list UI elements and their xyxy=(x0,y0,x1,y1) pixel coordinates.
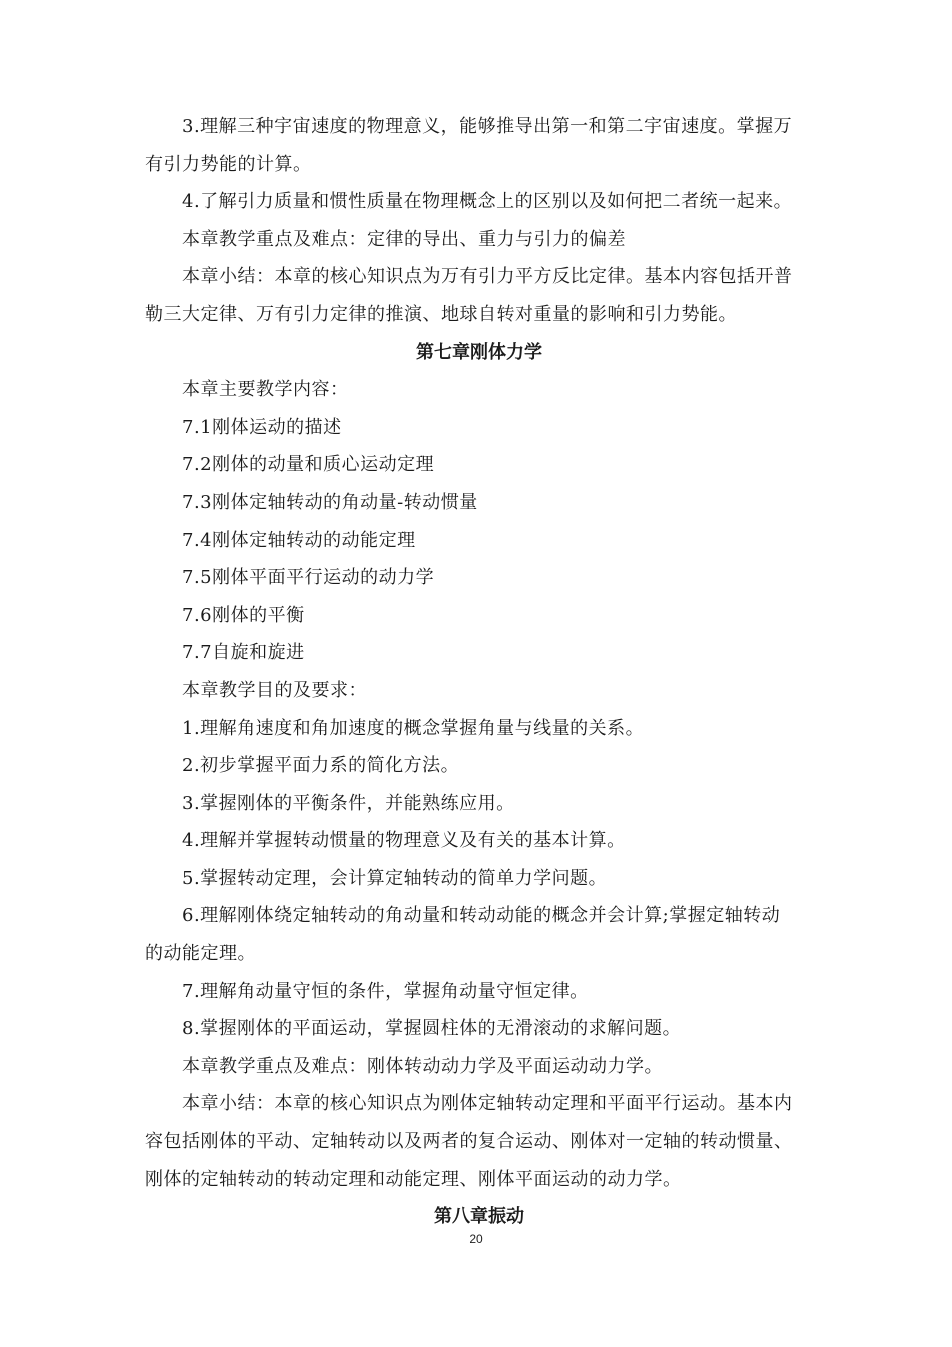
chapter-8-title: 第八章振动 xyxy=(434,1206,524,1228)
ch7-topic-2: 7.2刚体的动量和质心运动定理 xyxy=(182,454,435,476)
ch7-goal-7: 7.理解角动量守恒的条件，掌握角动量守恒定律。 xyxy=(182,980,589,1002)
page-body xyxy=(145,108,813,1236)
ch7-goal-5: 5.掌握转动定理，会计算定轴转动的简单力学问题。 xyxy=(182,867,608,889)
ch7-key-points: 本章教学重点及难点：刚体转动动力学及平面运动动力学。 xyxy=(182,1055,663,1077)
page-number: 20 xyxy=(469,1232,483,1246)
ch7-goal-6-line-1: 6.理解刚体绕定轴转动的角动量和转动动能的概念并会计算;掌握定轴转动 xyxy=(182,905,781,927)
ch7-topic-6: 7.6刚体的平衡 xyxy=(182,604,305,626)
ch7-goal-2: 2.初步掌握平面力系的简化方法。 xyxy=(182,755,460,777)
goal-3-line-1: 3.理解三种宇宙速度的物理意义，能够推导出第一和第二宇宙速度。掌握万 xyxy=(182,116,793,137)
ch7-goal-6-line-2: 的动能定理。 xyxy=(145,943,256,965)
summary-ch6-line-2: 勒三大定律、万有引力定律的推演、地球自转对重量的影响和引力势能。 xyxy=(145,303,737,325)
ch7-topic-7: 7.7自旋和旋进 xyxy=(182,642,305,664)
chapter-7-title: 第七章刚体力学 xyxy=(416,341,542,363)
ch7-summary-line-3: 刚体的定轴转动的转动定理和动能定理、刚体平面运动的动力学。 xyxy=(145,1168,682,1190)
ch7-topic-1: 7.1刚体运动的描述 xyxy=(182,416,342,438)
ch7-content-heading: 本章主要教学内容： xyxy=(182,379,349,401)
goal-4: 4.了解引力质量和惯性质量在物理概念上的区别以及如何把二者统一起来。 xyxy=(182,191,793,213)
ch7-goal-4: 4.理解并掌握转动惯量的物理意义及有关的基本计算。 xyxy=(182,830,626,852)
ch7-goals-heading: 本章教学目的及要求： xyxy=(182,679,367,701)
ch7-topic-3: 7.3刚体定轴转动的角动量-转动惯量 xyxy=(182,491,478,513)
ch7-topic-4: 7.4刚体定轴转动的动能定理 xyxy=(182,529,416,551)
goal-3-line-2: 有引力势能的计算。 xyxy=(145,153,312,175)
ch7-goal-8: 8.掌握刚体的平面运动，掌握圆柱体的无滑滚动的求解问题。 xyxy=(182,1018,682,1040)
ch7-goal-3: 3.掌握刚体的平衡条件，并能熟练应用。 xyxy=(182,792,515,814)
ch7-summary-line-1: 本章小结：本章的核心知识点为刚体定轴转动定理和平面平行运动。基本内 xyxy=(182,1093,793,1115)
key-points-ch6: 本章教学重点及难点：定律的导出、重力与引力的偏差 xyxy=(182,228,626,250)
ch7-topic-5: 7.5刚体平面平行运动的动力学 xyxy=(182,567,435,589)
ch7-summary-line-2: 容包括刚体的平动、定轴转动以及两者的复合运动、刚体对一定轴的转动惯量、 xyxy=(145,1131,793,1153)
summary-ch6-line-1: 本章小结：本章的核心知识点为万有引力平方反比定律。基本内容包括开普 xyxy=(182,266,793,288)
ch7-goal-1: 1.理解角速度和角加速度的概念掌握角量与线量的关系。 xyxy=(182,717,645,739)
